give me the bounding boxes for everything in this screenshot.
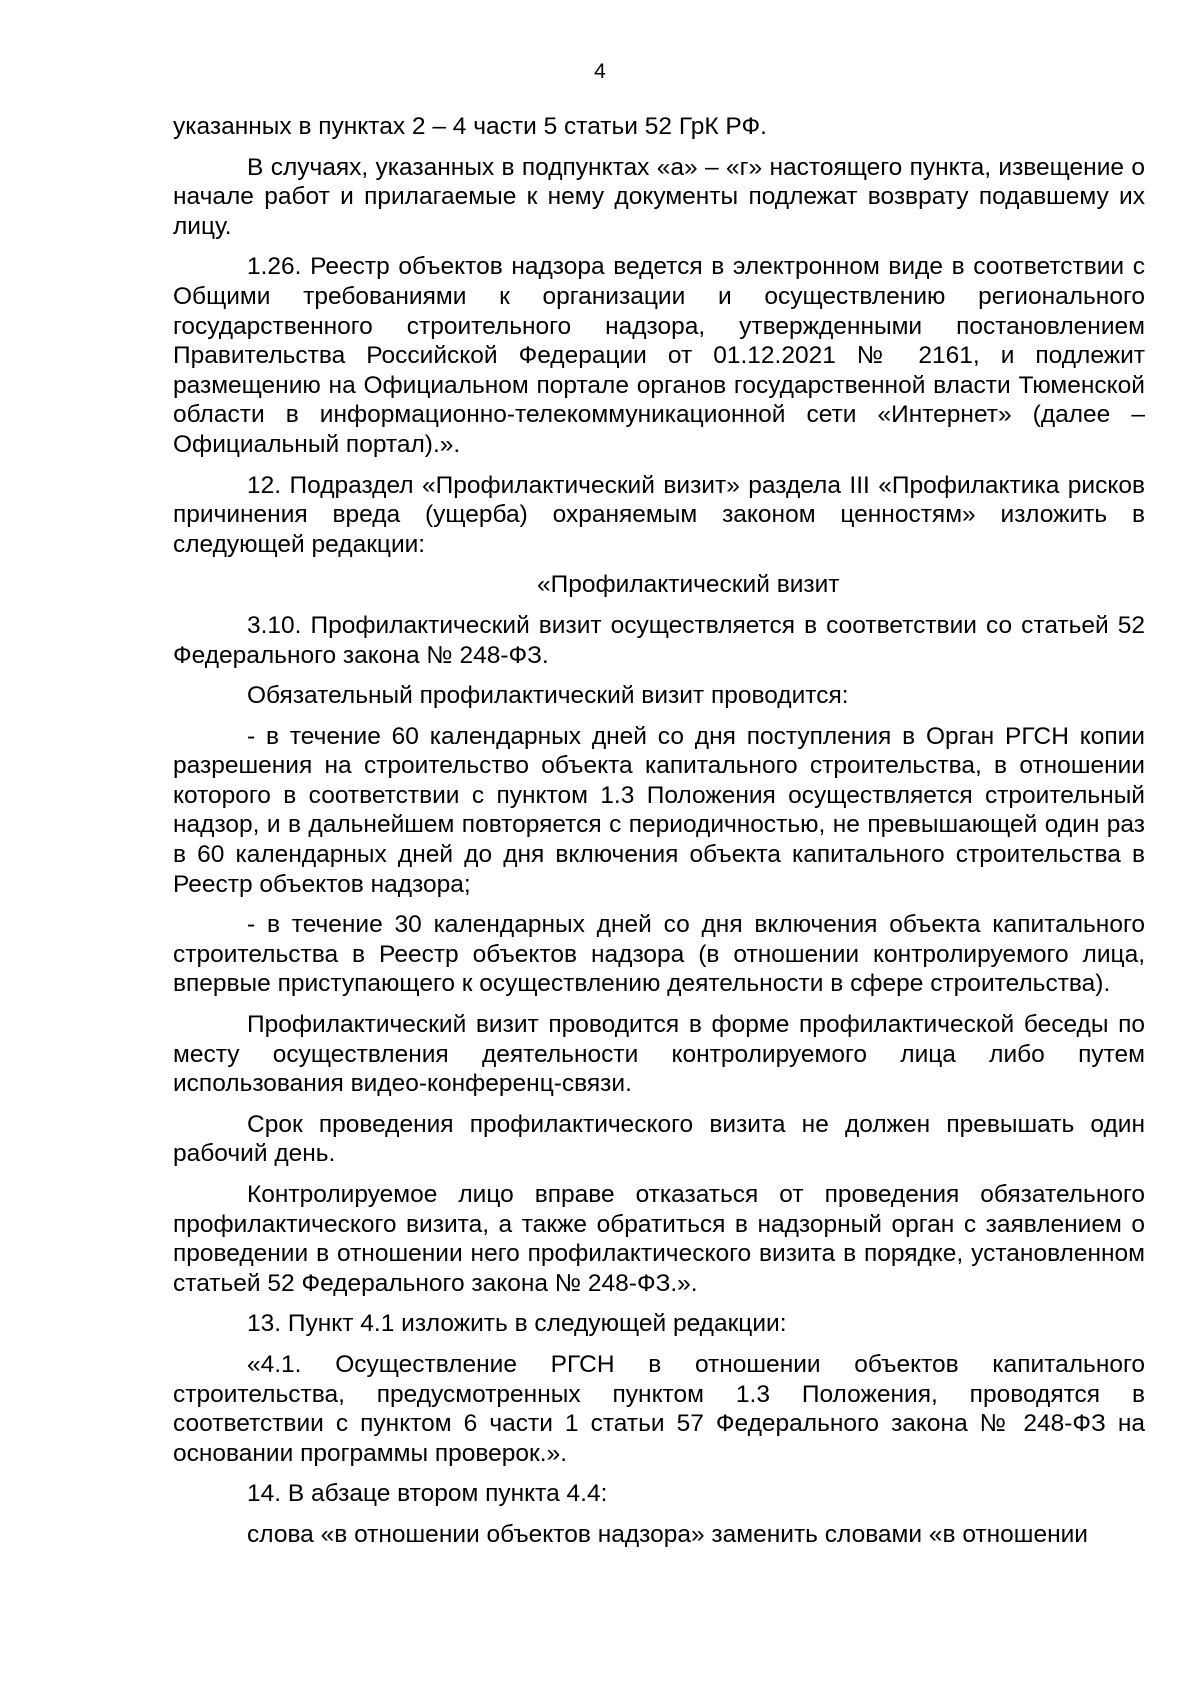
paragraph: Контролируемое лицо вправе отказаться от проведения обязательного профилактического визита, а также обратиться в надзорный орган с заявлением о проведении в отношении него профилактического визита в порядке, установленном статьей 52 Федерального закона № 248-ФЗ.». (173, 1181, 1145, 1297)
paragraph: слова «в отношении объектов надзора» заменить словами «в отношении (247, 1520, 1088, 1548)
paragraph: 12. Подраздел «Профилактический визит» раздела III «Профилактика рисков причинения вреда (ущерба) охраняемым законом ценностям» изложить в следующей редакции: (173, 471, 1145, 558)
paragraph: 1.26. Реестр объектов надзора ведется в электронном виде в соответствии с Общими требованиями к организации и осуществлению регионального государственного строительного надзора, утвержденными постановлением Правительства Российской Федерации от 01.12.2021 № 2161, и подлежит размещению на Официальном портале органов государственной власти Тюменской области в информационно-телекоммуникационной сети «Интернет» (далее – Официальный портал).». (173, 253, 1145, 458)
page-number: 4 (594, 60, 606, 83)
paragraph: Обязательный профилактический визит проводится: (247, 682, 849, 710)
paragraph: Срок проведения профилактического визита не должен превышать один рабочий день. (173, 1110, 1145, 1168)
document-body (173, 112, 1145, 1561)
paragraph: 3.10. Профилактический визит осуществляется в соответствии со статьей 52 Федерального закона № 248-ФЗ. (173, 611, 1145, 669)
paragraph: 13. Пункт 4.1 изложить в следующей редакции: (247, 1310, 787, 1338)
paragraph: 14. В абзаце втором пункта 4.4: (247, 1480, 608, 1508)
list-item: - в течение 30 календарных дней со дня включения объекта капитального строительства в Реестр объектов надзора (в отношении контролируемого лица, впервые приступающего к осуществлению деятельности в сфере строительства). (173, 911, 1145, 998)
section-heading: «Профилактический визит (537, 571, 840, 599)
paragraph: указанных в пунктах 2 – 4 части 5 статьи 52 ГрК РФ. (173, 113, 767, 140)
paragraph: Профилактический визит проводится в форме профилактической беседы по месту осуществления деятельности контролируемого лица либо путем использования видео-конференц-связи. (173, 1011, 1145, 1098)
paragraph: В случаях, указанных в подпунктах «а» – «г» настоящего пункта, извещение о начале работ и прилагаемые к нему документы подлежат возврату подавшему их лицу. (173, 153, 1145, 240)
list-item: - в течение 60 календарных дней со дня поступления в Орган РГСН копии разрешения на строительство объекта капитального строительства, в отношении которого в соответствии с пунктом 1.3 Положения осуществляется строительный надзор, и в дальнейшем повторяется с периодичностью, не превышающей один раз в 60 календарных дней до дня включения объекта капитального строительства в Реестр объектов надзора; (173, 722, 1145, 898)
paragraph: «4.1. Осуществление РГСН в отношении объектов капитального строительства, предусмотренных пунктом 1.3 Положения, проводятся в соответствии с пунктом 6 части 1 статьи 57 Федерального закона № 248-ФЗ на основании программы проверок.». (173, 1350, 1145, 1467)
